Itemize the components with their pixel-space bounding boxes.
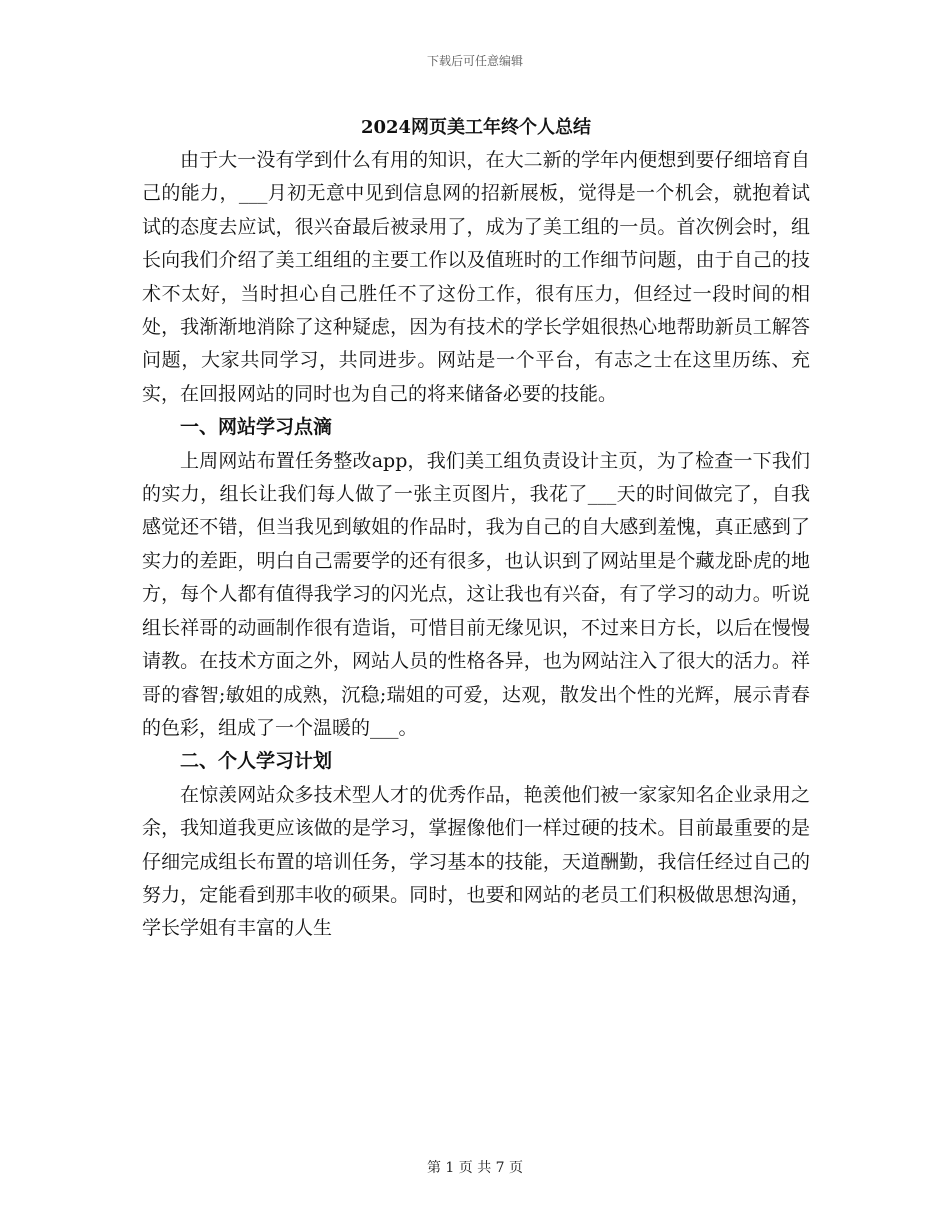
page-header-note: 下载后可任意编辑	[426, 54, 523, 68]
document-body	[142, 112, 810, 946]
intro-paragraph: 由于大一没有学到什么有用的知识，在大二新的学年内便想到要仔细培育自己的能力，___月初无意中见到信息网的招新展板，觉得是一个机会，就抱着试试的态度去应试，很兴奋最后被录用了，成为了美工组的一员。首次例会时，组长向我们介绍了美工组组的主要工作以及值班时的工作细节问题，由于自己的技术不太好，当时担心自己胜任不了这份工作，很有压力，但经过一段时间的相处，我渐渐地消除了这种疑虑，因为有技术的学长学姐很热心地帮助新员工解答问题，大家共同学习，共同进步。网站是一个平台，有志之士在这里历练、充实，在回报网站的同时也为自己的将来储备必要的技能。	[142, 149, 810, 405]
section-1-paragraph: 上周网站布置任务整改app，我们美工组负责设计主页，为了检查一下我们的实力，组长让我们每人做了一张主页图片，我花了___天的时间做完了，自我感觉还不错，但当我见到敏姐的作品时，我为自己的自大感到羞愧，真正感到了实力的差距，明白自己需要学的还有很多，也认识到了网站里是个藏龙卧虎的地方，每个人都有值得我学习的闪光点，这让我也有兴奋，有了学习的动力。听说组长祥哥的动画制作很有造诣，可惜目前无缘见识，不过来日方长，以后在慢慢请教。在技术方面之外，网站人员的性格各异，也为网站注入了很大的活力。祥哥的睿智;敏姐的成熟，沉稳;瑞姐的可爱，达观，散发出个性的光辉，展示青春的色彩，组成了一个温暖的___。	[142, 449, 810, 739]
page-number: 第 1 页 共 7 页	[426, 1160, 524, 1176]
section-heading-1: 一、网站学习点滴	[180, 416, 333, 439]
section-2-paragraph: 在惊羡网站众多技术型人才的优秀作品，艳羡他们被一家家知名企业录用之余，我知道我更应该做的是学习，掌握像他们一样过硬的技术。目前最重要的是仔细完成组长布置的培训任务，学习基本的技能，天道酬勤，我信任经过自己的努力，定能看到那丰收的硕果。同时，也要和网站的老员工们积极做思想沟通，学长学姐有丰富的人生	[142, 783, 810, 940]
document-title: 2024网页美工年终个人总结	[360, 117, 592, 138]
section-heading-2: 二、个人学习计划	[180, 750, 333, 773]
